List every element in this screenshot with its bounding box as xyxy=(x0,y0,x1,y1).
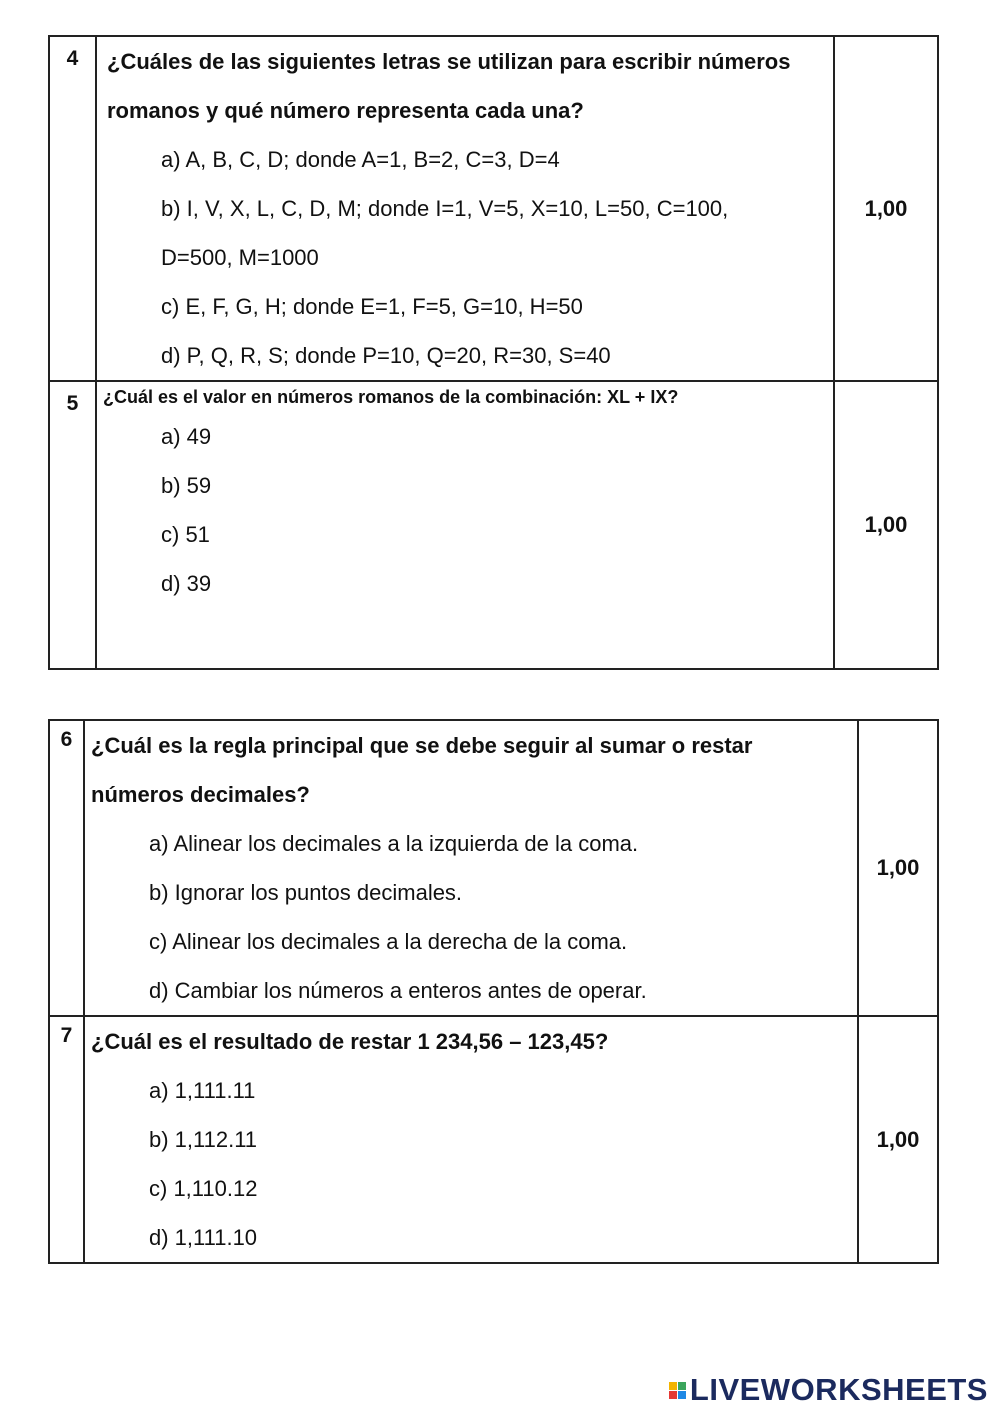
question-points: 1,00 xyxy=(834,36,938,381)
question-text: ¿Cuáles de las siguientes letras se utilizan para escribir números romanos y qué número representa cada una? xyxy=(107,49,791,123)
question-text: ¿Cuál es el valor en números romanos de la combinación: XL + IX? xyxy=(103,387,679,407)
logo-text: LIVEWORKSHEETS xyxy=(689,1372,988,1407)
answer-option-d[interactable]: d) P, Q, R, S; donde P=10, Q=20, R=30, S=40 xyxy=(161,343,611,368)
answer-option-c[interactable]: c) 1,110.12 xyxy=(149,1176,258,1201)
answer-option-b[interactable]: b) 1,112.11 xyxy=(149,1127,258,1152)
question-text: ¿Cuál es el resultado de restar 1 234,56 – 123,45? xyxy=(91,1029,609,1054)
answer-option-a[interactable]: a) A, B, C, D; donde A=1, B=2, C=3, D=4 xyxy=(161,147,560,172)
answer-option-a[interactable]: a) Alinear los decimales a la izquierda de la coma. xyxy=(149,831,639,856)
question-cell xyxy=(96,36,834,381)
question-number: 4 xyxy=(49,36,96,381)
answer-option-b[interactable]: b) I, V, X, L, C, D, M; donde I=1, V=5, X=10, L=50, C=100, D=500, M=1000 xyxy=(161,196,729,270)
question-number: 5 xyxy=(49,381,96,669)
question-points: 1,00 xyxy=(858,720,938,1016)
question-number: 7 xyxy=(49,1016,84,1263)
answer-option-c[interactable]: c) 51 xyxy=(161,522,210,547)
answer-option-d[interactable]: d) 1,111.10 xyxy=(149,1225,258,1250)
question-cell xyxy=(84,720,858,1016)
question-number: 6 xyxy=(49,720,84,1016)
question-points: 1,00 xyxy=(858,1016,938,1263)
answer-option-a[interactable]: a) 49 xyxy=(161,424,212,449)
answer-option-c[interactable]: c) E, F, G, H; donde E=1, F=5, G=10, H=50 xyxy=(161,294,583,319)
question-cell xyxy=(84,1016,858,1263)
logo-grid-icon xyxy=(669,1382,686,1399)
answer-option-b[interactable]: b) 59 xyxy=(161,473,212,498)
answer-option-d[interactable]: d) 39 xyxy=(161,571,212,596)
question-points: 1,00 xyxy=(834,381,938,669)
question-row xyxy=(49,720,938,1016)
liveworksheets-logo xyxy=(669,1372,988,1408)
question-row xyxy=(49,1016,938,1263)
question-text: ¿Cuál es la regla principal que se debe seguir al sumar o restar números decimales? xyxy=(91,733,753,807)
question-cell xyxy=(96,381,834,669)
questions-table-1 xyxy=(48,35,939,670)
questions-table-2 xyxy=(48,719,939,1264)
answer-option-c[interactable]: c) Alinear los decimales a la derecha de la coma. xyxy=(149,929,628,954)
question-row xyxy=(49,36,938,381)
answer-option-d[interactable]: d) Cambiar los números a enteros antes de operar. xyxy=(149,978,647,1003)
question-row xyxy=(49,381,938,669)
answer-option-a[interactable]: a) 1,111.11 xyxy=(149,1078,256,1103)
answer-option-b[interactable]: b) Ignorar los puntos decimales. xyxy=(149,880,463,905)
